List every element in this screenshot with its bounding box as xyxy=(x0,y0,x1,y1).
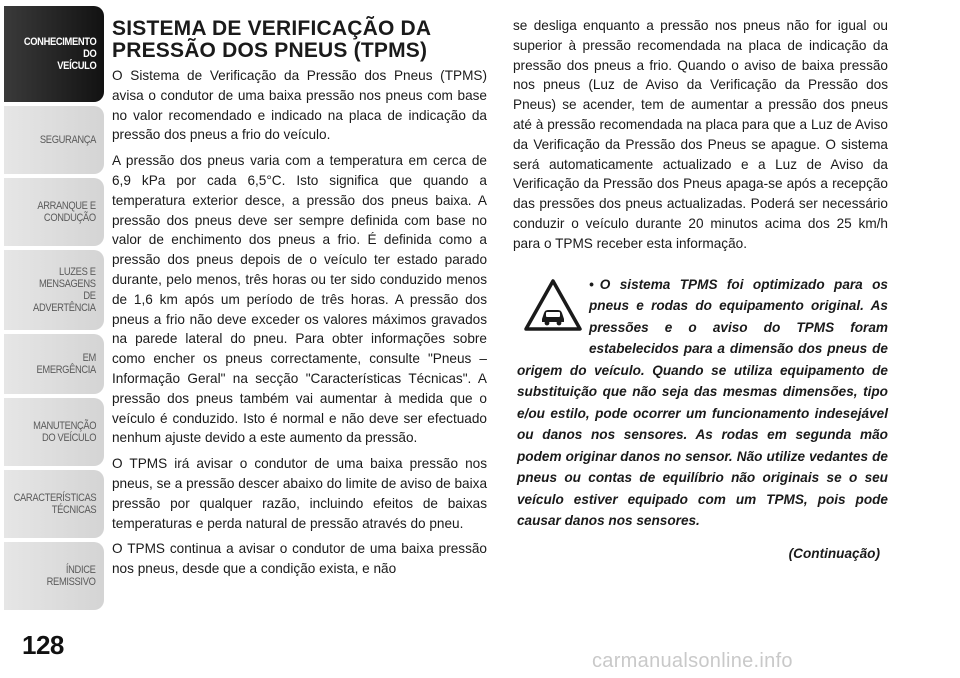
warning-box xyxy=(517,274,888,561)
tab-caracteristicas-tecnicas[interactable] xyxy=(4,470,104,538)
section-title-line2: PRESSÃO DOS PNEUS (TPMS) xyxy=(112,39,428,62)
paragraph: O TPMS continua a avisar o condutor de uma baixa pressão nos pneus, desde que a condição exista, e não xyxy=(112,541,487,577)
tab-seguranca[interactable] xyxy=(4,106,104,174)
right-column xyxy=(513,16,888,561)
watermark: carmanualsonline.info xyxy=(592,650,793,672)
tab-label: ARRANQUE E CONDUÇÃO xyxy=(37,200,96,224)
section-title xyxy=(112,18,487,62)
tab-label: SEGURANÇA xyxy=(39,134,96,146)
section-title-line1: SISTEMA DE VERIFICAÇÃO DA xyxy=(112,17,432,40)
tab-indice-remissivo[interactable] xyxy=(4,542,104,610)
tab-label: CONHECIMENTO DO VEÍCULO xyxy=(23,36,96,72)
paragraph: O TPMS irá avisar o condutor de uma baixa pressão nos pneus, se a pressão descer abaixo do limite de aviso de baixa pressão por qualquer razão, incluindo efeitos de baixas temperaturas e perda natural de pressão através do pneu. xyxy=(112,456,487,531)
tab-label: EM EMERGÊNCIA xyxy=(36,352,96,376)
chapter-sidebar xyxy=(4,0,104,678)
tab-luzes-e-mensagens[interactable] xyxy=(4,250,104,330)
tab-em-emergencia[interactable] xyxy=(4,334,104,394)
warning-text-content: O sistema TPMS foi optimizado para os pneus e rodas do equipamento original. As pressões e o aviso do TPMS foram estabelecidos para a dimensão dos pneus de origem do veículo. Quando se utiliza equipamento de substituição que não seja das mesmas dimensões, tipo e/ou estilo, pode ocorrer um funcionamento indesejável ou danos nos sensores. As rodas em segunda mão podem originar danos no sensor. Não utilize vedantes de pneus ou contas de equilíbrio não originais se o seu veículo estiver equipado com um TPMS, pois pode causar danos nos sensores. xyxy=(517,276,888,529)
tab-manutencao-do-veiculo[interactable] xyxy=(4,398,104,466)
tab-label: LUZES E MENSAGENS DE ADVERTÊNCIA xyxy=(33,266,96,314)
page-number: 128 xyxy=(22,630,64,660)
continued-label: (Continuação) xyxy=(788,545,880,561)
paragraph: se desliga enquanto a pressão nos pneus não for igual ou superior à pressão recomendada na placa de indicação da pressão dos pneus a frio. Quando o aviso de baixa pressão nos pneus (Luz de Aviso da Verificação da Pressão dos Pneus) se acender, tem de aumentar a pressão dos pneus até à pressão recomendada na placa para que a Luz de Aviso da Verificação da Pressão dos Pneus se apague. O sistema será automaticamente actualizado e a Luz de Aviso da Verificação da Pressão dos Pneus apaga-se após a recepção das pressões dos pneus actualizadas. Poderá ser necessário conduzir o veículo durante 20 minutos acima dos 25 km/h para o TPMS receber esta informação. xyxy=(513,18,888,251)
left-column xyxy=(112,18,487,585)
tab-label: CARACTERÍSTICAS TÉCNICAS xyxy=(13,492,96,516)
tab-label: ÍNDICE REMISSIVO xyxy=(47,564,96,588)
warning-car-icon xyxy=(523,278,583,332)
tab-arranque-e-conducao[interactable] xyxy=(4,178,104,246)
paragraph: O Sistema de Verificação da Pressão dos Pneus (TPMS) avisa o condutor de uma baixa pressão nos pneus com base no valor recomendado e indicado na placa de indicação da pressão dos pneus a frio do veículo. xyxy=(112,68,487,143)
tab-label: MANUTENÇÃO DO VEÍCULO xyxy=(32,420,96,444)
bullet: • xyxy=(589,276,594,292)
tab-conhecimento-do-veiculo[interactable] xyxy=(4,6,104,102)
paragraph: A pressão dos pneus varia com a temperatura em cerca de 6,9 kPa por cada 6,5°C. Isto significa que quando a temperatura exterior desce, a pressão dos pneus baixa. A pressão dos pneus deve ser sempre definida com base no valor de enchimento dos pneus a frio. É definida como a pressão dos pneus depois de o veículo ter estado parado durante, pelo menos, três horas ou ter sido conduzido menos de 1,6 km após um período de três horas. A pressão dos pneus a frio não deve exceder os valores máximos gravados na parede lateral do pneu. Para obter informações sobre como encher os pneus correctamente, consulte "Pneus – Informação Geral" na secção "Características Técnicas". A pressão dos pneus também vai aumentar à medida que o veículo é conduzido. Isto é normal e não deve ser efectuado nenhum ajuste devido a este aumento da pressão. xyxy=(112,153,487,446)
